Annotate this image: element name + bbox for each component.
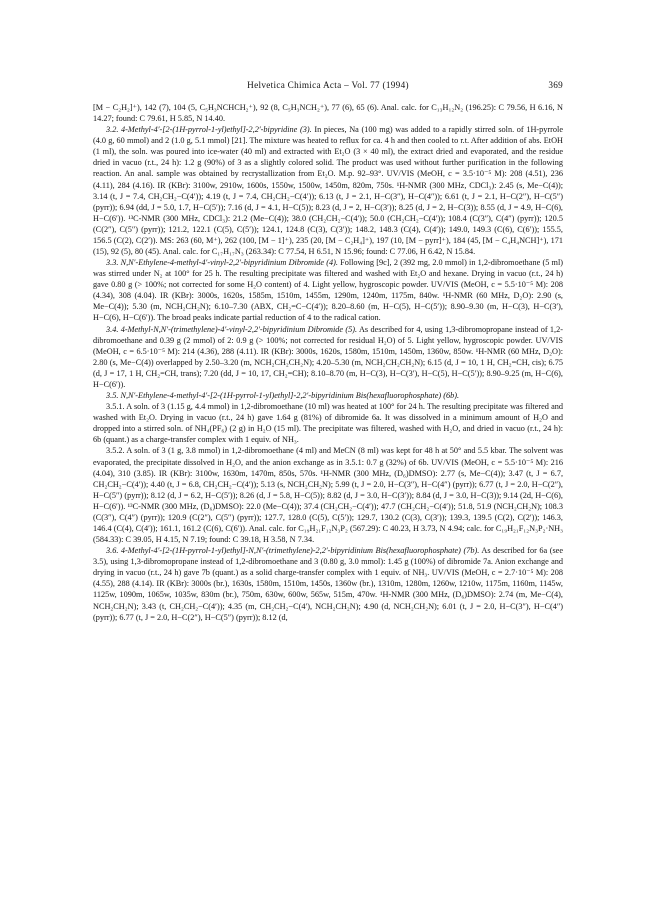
paragraph-3-3-compound-4 bbox=[93, 257, 563, 323]
paragraph-3-6-compound-7b bbox=[93, 545, 563, 623]
paragraph-text: As described for 6a (see 3.5), using 1,3-dibromopropane instead of 1,2-dibromoethane and 3 (0.80 g, 3.0 mmol): 1.45 g (100%) of dibromide 7a. Anion exchange and drying in vacuo (r.t., 24 h) gave 7b (quant.) as a solid charge-transfer complex with 1 equiv. of NH₃. UV/VIS (MeOH, c = 2.7·10⁻⁵ M): 208 (4.55), 288 (4.14). IR (KBr): 3000s (br.), 1630s, 1580m, 1510m, 1450s, 1360w (br.), 1310m, 1280m, 1260w, 1210w, 1175m, 1160m, 1145w, 1125w, 1090m, 1065w, 1035w, 830m (br.), 750m, 630w, 600w, 565w, 515m, 470w. ¹H-NMR (300 MHz, (D₆)DMSO): 2.74 (m, Me−C(4), NCH₂CH₂N); 3.43 (t, CH₂CH₂−C(4′)); 4.35 (m, CH₂CH₂−C(4′), NCH₂CH₂N); 4.90 (d, NCH₂CH₂N); 6.01 (t, J = 2.0, H−C(3″), H−C(4″) (pyrr)); 6.77 (t, J = 2.0, H−C(2″), H−C(5″) (pyrr)); 8.12 (d, bbox=[93, 546, 563, 622]
section-heading: 3.4. 4-Methyl-N,N′-(trimethylene)-4′-vinyl-2,2′-bipyridinium Dibromide (5). bbox=[106, 324, 358, 334]
page-number: 369 bbox=[548, 80, 563, 90]
section-heading: 3.2. 4-Methyl-4′-[2-(1H-pyrrol-1-yl)ethyl]-2,2′-bipyridine (3). bbox=[106, 125, 312, 135]
paragraph-text: 3.5.2. A soln. of 3 (1 g, 3.8 mmol) in 1,2-dibromoethane (4 ml) and MeCN (8 ml) was kept for 48 h at 50° and 5.5 kbar. The solvent was evaporated, the precipitate dissolved in H₂O, and the anion exchange as in 3.5.1: 0.7 g (32%) of 6b. UV/VIS (MeOH, c = 5.5·10⁻⁵ M): 216 (4.04), 310 (3.85). IR (KBr): 3100w, 1630m, 1470m, 850s, 570s. ¹H-NMR (300 MHz, (D₆)DMSO): 2.77 (s, Me−C(4)); 3.47 (t, J = 6.7, CH₂CH₂−C(4′)); 4.40 (t, J = 6.8, CH₂CH₂−C(4′)); 5.13 (s, NCH₂CH₂N); 5.99 (t, J = 2.0, H−C(3″), H−C(4″) (pyrr)); 6.77 (t, J = 2.0, H−C(2″), H−C(5″) (pyrr)); 8.12 (d, J = 6.2, H−C(5′)); 8.26 (d, J = 5.8, H−C(5)); 8.82 (d, J = 3.0, H−C(3′)); 8.84 (d, J = 3.0, H−C(3)); 9.14 (2d, H−C(6), H−C(6′)). ¹³C-NMR (300 MHz, (D₆)DMSO): 22.0 (Me−C(4)); 37.4 (CH₂CH₂−C(4′)); 47.7 (CH₂CH₂−C(4′)); 51.8, 51.9 (NCH₂CH₂N); 108.3 (C(3″), C(4″) (pyrr)); 120.9 (C(2″), C(5″) (pyrr)); 127.7, 128.0 (C(5), C(5′)); 129.7, 130.2 (C(3), C(3′)); 139.3, 139.5 (C(2), C(2′)); 146.3, 146.4 (C(4), C(4′)); 161.1, 161.2 (C(6), C(6′)). Anal. calc. for C₁₉H₂₁F₁₂N₃P₂ (567.29): C 40.23, H 3.73, N 4.94; calc. for C₁₉H₂₁F₁₂N₃P₂·NH₃ (584.33): C 39.05, H 4.15, N 7.19; found: C 39.18, H 3.58, N 7.34. bbox=[93, 446, 563, 545]
paragraph-text: [M − C₂H₂]⁺), 142 (7), 104 (5, C₅H₃NCHCH₂⁺), 92 (8, C₅H₃NCH₂⁺), 77 (6), 65 (6). Anal. calc. for C₁₃H₁₂N₂ (196.25): C 79.56, H 6.16, N 14.27; found: C 79.61, H 5.85, N 14.40. bbox=[93, 103, 563, 124]
paragraph-3-5-compound-6b bbox=[93, 390, 563, 401]
section-heading: 3.6. 4-Methyl-4′-[2-(1H-pyrrol-1-yl)ethyl]-N,N′-(trimethylene)-2,2′-bipyridinium Bis(hexafluorophosphate) (7b). bbox=[106, 546, 480, 556]
paragraph-text: 3.5.1. A soln. of 3 (1.15 g, 4.4 mmol) in 1,2-dibromoethane (10 ml) was heated at 100° for 24 h. The resulting precipitate was filtered and washed with Et₂O. Drying in vacuo (r.t., 24 h) gave 1.64 g (81%) of dibromide 6a. It was dissolved in a minimum amount of H₂O and dropped into a stirred soln. of NH₄(PF₆) (2 g) in H₂O (15 ml). The precipitate was filtered, washed with H₂O, and dried in vacuo (r.t., 24 h): 6b (quant.) as a charge-transfer complex with 1 equiv. of NH₃. bbox=[93, 402, 563, 445]
section-heading: 3.5. N,N′-Ethylene-4-methyl-4′-[2-(1H-pyrrol-1-yl)ethyl]-2,2′-bipyridinium Bis(hexafluorophosphate) (6b). bbox=[106, 391, 460, 401]
paragraph-3-5-1 bbox=[93, 401, 563, 445]
paragraph-3-2-compound-3 bbox=[93, 124, 563, 257]
paragraph-text: As described for 4, using 1,3-dibromopropane instead of 1,2-dibromoethane and 0.39 g (2 mmol) of 2: 0.9 g (> 100%; not corrected for residual H₂O) of 5. Light yellow, hygroscopic powder. UV/VIS (MeOH, c = 6.5·10⁻⁵ M): 214 (4.36), 288 (4.11). IR (KBr): 3000s, 1620s, 1580m, 1510m, 1450m, 1360w, 850w. ¹H-NMR (60 MHz, D₂O): 2.80 (s, Me−C(4)) overlapped by 2.50–3.20 (m, NCH₂CH₂CH₂N); 4.20–5.30 (m, NCH₂CH₂CH₂N); 6.15 (d, J = 10, 1 H, CH₂=CH, cis); 6.75 (d, J = 17, 1 H, CH₂=CH, trans); 7.20 (dd, J = 10, 17, CH₂=CH); 8.10–8.70 (m, H−C(3), H−C(3′), H−C(5), H−C(5′)); 8.90–9.25 (m, H−C(6), H−C(6′)). bbox=[93, 324, 563, 389]
paragraph-text: In pieces, Na (100 mg) was added to a rapidly stirred soln. of 1H-pyrrole (4.0 g, 60 mmol) and 2 (1.0 g, 5.1 mmol) [21]. The mixture was heated to reflux for ca. 4 h and then cooled to r.t. After addition of abs. EtOH (1 ml), the soln. was poured into ice-water (40 ml) and extracted with Et₂O (3 × 40 ml), the extract dried and evaporated, and the residue dried in vacuo (r.t., 24 h): 1.2 g (90%) of 3 as a slightly colored solid. The product was used without further purification in the following reaction. An anal. sample was obtained by recrystallization from Et₂O. M.p. 92–93°. UV/VIS (MeOH, c = 3.5·10⁻⁵ M): 208 (4.51), 236 (4.11), 284 (4.16). IR (KBr): 3100w, 2910w, 1600s, 1550w, 1500w, 1450m, 820m, 750s. ¹H-NMR (300 MHz, CDCl₃): 2.45 (s, Me−C(4)); 3.14 (t, J = 7.4, CH₂CH₂−C(4′)); 4.19 (t, J = 7.4, CH₂CH₂−C(4′)); 6.13 (t, J = 2.1, H−C(3″), H−C(4″)); 6.61 (t, J = 2.1, H−C(2″), H−C(5″) (pyrr)); 6.94 (dd, J = 5.0, 1.7, H−C(5′)); 7.16 (d, J = 4.1, H−C(5)); 8.23 (d, J = 2, H−C(3′)); 8.25 (d, J = 2, H−C(3)); 8.55 (d, J = 4.9, H−C(6), H−C(6′)). ¹³C-NMR (300 MHz, CDCl₃): 21.2 (Me−C(4)); 38.0 (CH₂CH₂−C(4′)); 50.0 (CH₂CH₂−C(4′)); 108.4 (C(3″), C(4″) (pyrr)); 120.5 (C(2″), C(5″) (pyrr)); 121.2, 122.1 (C(5), C(5′)); 124.1, 124.8 (C(3), C(3′)); 148.2, 148.3 (C(4), C(4′)); 149.0, 149.3 (C(6), C(6′)); 155.5, 156.5 (C(2), C(2′)). MS: 263 (60, M⁺), 262 (100, [M − 1]⁺), 235 (20, [M − C₂H₄]⁺), 197 (10, [M − pyrr]⁺), 184 (45, [M − C₄H₄NCH]⁺), 171 (15), 92 (5), 80 (45). Anal. calc. for C₁₇H₁₇N₃ (263.34): C 77.54, H 6.51, N 15.96; found: C 77.06, H 6.42, N 15.84. bbox=[93, 125, 563, 257]
running-header bbox=[93, 80, 563, 94]
section-heading: 3.3. N,N′-Ethylene-4-methyl-4′-vinyl-2,2′-bipyridinium Dibromide (4). bbox=[106, 258, 338, 268]
paragraph-3-4-compound-5 bbox=[93, 324, 563, 390]
paragraph-ms-continuation bbox=[93, 102, 563, 124]
paragraph-3-5-2 bbox=[93, 445, 563, 545]
paragraph-text: Following [9c], 2 (392 mg, 2.0 mmol) in 1,2-dibromoethane (5 ml) was stirred under N₂ at 100° for 25 h. The resulting precipitate was filtered and washed with Et₂O and hexane. Drying in vacuo (r.t., 24 h) gave 0.80 g (> 100%; not corrected for some H₂O content) of 4. Light yellow, hygroscopic powder. UV/VIS (MeOH, c = 5.5·10⁻⁵ M): 208 (4.34), 308 (4.04). IR (KBr): 3000s, 1620s, 1585m, 1510m, 1455m, 1290m, 1240m, 1175m, 840w. ¹H-NMR (60 MHz, D₂O): 2.90 (s, Me−C(4)); 5.30 (m, NCH₂CH₂N); 6.10–7.30 (ABX, CH₂=C−C(4′)); 8.20–8.60 (m, H−C(5), H−C(5′)); 8.90–9.30 (m, H−C(3), H−C(3′), H−C(6), H−C(6′)). The broad peaks indicate partial reduction of 4 to the radical cation. bbox=[93, 258, 563, 323]
article-body bbox=[93, 102, 563, 623]
journal-title: Helvetica Chimica Acta – Vol. 77 (1994) bbox=[247, 80, 409, 90]
